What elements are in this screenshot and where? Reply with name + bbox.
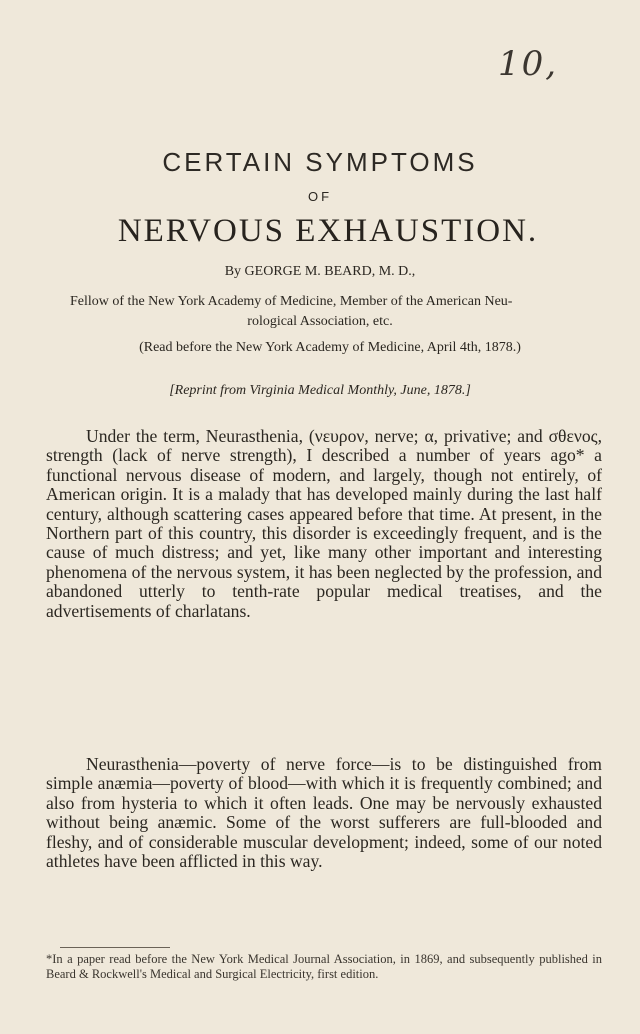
title-line-2: NERVOUS EXHAUSTION. [117, 213, 539, 249]
affiliation-line-1: Fellow of the New York Academy of Medicine, Member of the American Neu- [70, 294, 513, 309]
reprint-note: [Reprint from Virginia Medical Monthly, June, 1878.] [169, 383, 471, 398]
author-line: By GEORGE M. BEARD, M. D., [224, 264, 416, 279]
affiliation-line-2: rological Association, etc. [247, 314, 393, 329]
footnote-rule [60, 947, 170, 948]
author-affiliation [70, 292, 570, 332]
paragraph-2: Neurasthenia—poverty of nerve force—is to be distinguished from simple anæmia—poverty of blood—with which it is frequently combined; and also from hysteria to which it often leads. One may be nervously exhausted without being anæmic. Some of the worst sufferers are full-blooded and fleshy, and of considerable muscular development; indeed, some of our noted athletes have been afflicted in this way. [46, 754, 602, 872]
read-before-note: (Read before the New York Academy of Medicine, April 4th, 1878.) [139, 340, 521, 355]
handwritten-page-number: 10, [498, 44, 559, 84]
paragraph-1: Under the term, Neurasthenia, (νευρον, nerve; α, privative; and σθενος, strength (lack of nerve strength), I described a number of years ago* a functional nervous disease of modern, and largely, though not entirely, of American origin. It is a malady that has developed mainly during the last half century, although scattering cases appeared before that time. At present, in the Northern part of this country, this disorder is exceedingly frequent, and is the cause of much distress; and yet, like many other important and interesting phenomena of the nervous system, it has been neglected by the profession, and abandoned utterly to tenth-rate popular medical treatises, and the advertisements of charlatans. [46, 426, 602, 621]
title-of: OF [307, 189, 333, 204]
footnote: *In a paper read before the New York Medical Journal Association, in 1869, and subsequently published in Beard & Rockwell's Medical and Surgical Electricity, first edition. [46, 952, 602, 981]
title-line-1: CERTAIN SYMPTOMS [162, 147, 478, 177]
